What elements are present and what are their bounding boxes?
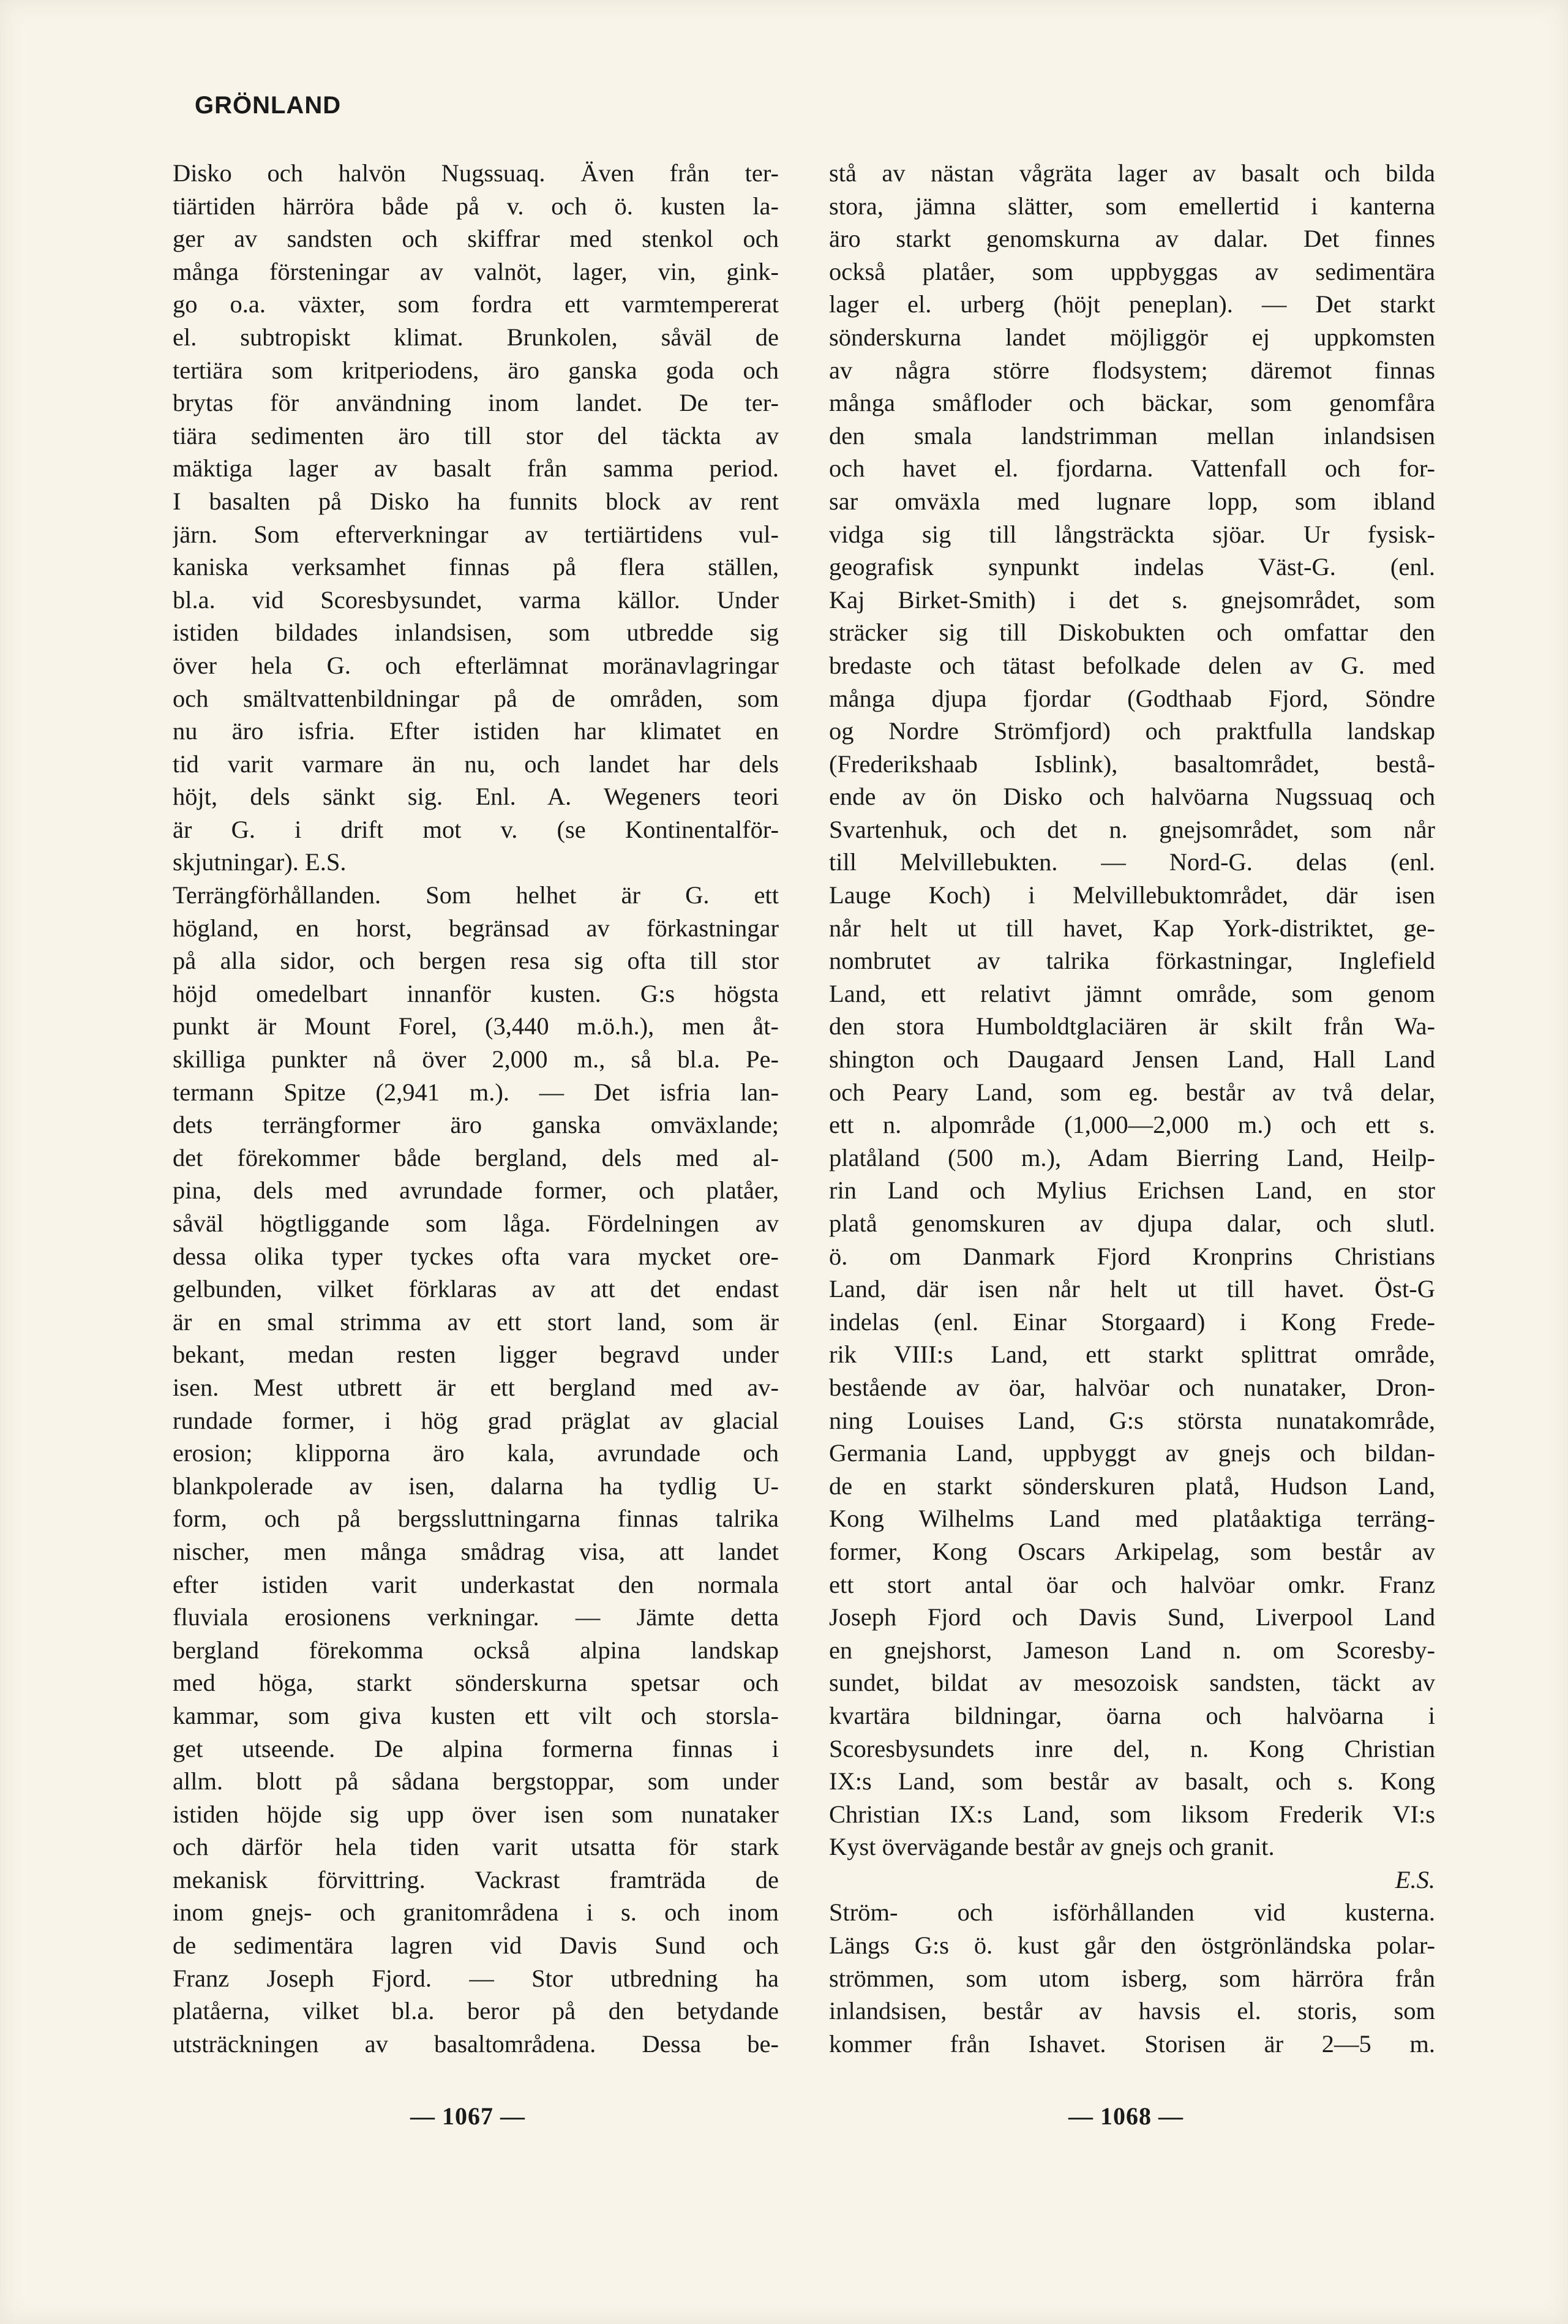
- text-line: indelas (enl. Einar Storgaard) i Kong Frede-: [829, 1307, 1435, 1336]
- running-head: GRÖNLAND: [195, 92, 342, 119]
- text-line: kammar, som giva kusten ett vilt och storsla-: [173, 1701, 779, 1729]
- text-line: punkt är Mount Forel, (3,440 m.ö.h.), men åt-: [173, 1012, 779, 1040]
- text-line: tid varit varmare än nu, och landet har dels: [173, 750, 779, 778]
- text-line: många djupa fjordar (Godthaab Fjord, Söndre: [829, 684, 1435, 712]
- text-line: vidga sig till långsträckta sjöar. Ur fysisk-: [829, 520, 1435, 548]
- text-line: Längs G:s ö. kust går den östgrönländska polar-: [829, 1931, 1435, 1960]
- text-line: blankpolerade av isen, dalarna ha tydlig U-: [173, 1472, 779, 1500]
- text-line: platåerna, vilket bl.a. beror på den betydande: [173, 1997, 779, 2025]
- text-line: inom gnejs- och granitområdena i s. och inom: [173, 1898, 779, 1927]
- text-line: kaniska verksamhet finnas på flera ställen,: [173, 553, 779, 581]
- text-line: ett stort antal öar och halvöar omkr. Franz: [829, 1570, 1435, 1598]
- text-line: den smala landstrimman mellan inlandsisen: [829, 421, 1435, 449]
- left-text-column: [173, 157, 779, 2060]
- text-line: är G. i drift mot v. (se Kontinentalför-: [173, 815, 779, 843]
- text-line: I basalten på Disko ha funnits block av rent: [173, 487, 779, 515]
- text-line: över hela G. och efterlämnat moränavlagringar: [173, 651, 779, 679]
- text-line: också platåer, som uppbyggas av sedimentära: [829, 257, 1435, 285]
- text-line: ger av sandsten och skiffrar med stenkol och: [173, 225, 779, 253]
- text-line: former, Kong Oscars Arkipelag, som består av: [829, 1537, 1435, 1565]
- text-line: och smältvattenbildningar på de områden, som: [173, 684, 779, 712]
- text-line: Germania Land, uppbyggt av gnejs och bildan-: [829, 1439, 1435, 1467]
- text-line: strömmen, som utom isberg, som härröra från: [829, 1964, 1435, 1992]
- text-line: form, och på bergssluttningarna finnas talrika: [173, 1505, 779, 1533]
- text-line: Christian IX:s Land, som liksom Frederik VI:s: [829, 1800, 1435, 1828]
- text-line: äro starkt genomskurna av dalar. Det finnes: [829, 225, 1435, 253]
- text-line: Kong Wilhelms Land med platåaktiga terräng-: [829, 1505, 1435, 1533]
- text-line: sundet, bildat av mesozoisk sandsten, täckt av: [829, 1669, 1435, 1697]
- text-line: (Frederikshaab Isblink), basaltområdet, bestå-: [829, 750, 1435, 778]
- text-line: Franz Joseph Fjord. — Stor utbredning ha: [173, 1964, 779, 1992]
- text-line: og Nordre Strömfjord) och praktfulla landskap: [829, 717, 1435, 745]
- text-line: pina, dels med avrundade former, och platåer,: [173, 1176, 779, 1205]
- text-line: många småfloder och bäckar, som genomfåra: [829, 389, 1435, 417]
- text-line: på alla sidor, och bergen resa sig ofta till stor: [173, 947, 779, 975]
- text-line: stå av nästan vågräta lager av basalt och bilda: [829, 159, 1435, 187]
- text-line: höjd omedelbart innanför kusten. G:s högsta: [173, 979, 779, 1007]
- text-line: platå genomskuren av djupa dalar, och slutl.: [829, 1209, 1435, 1237]
- text-line: många försteningar av valnöt, lager, vin, gink-: [173, 257, 779, 285]
- text-line: Scoresbysundets inre del, n. Kong Christian: [829, 1734, 1435, 1762]
- text-line: nischer, men många smådrag visa, att landet: [173, 1537, 779, 1565]
- text-line: högland, en horst, begränsad av förkastningar: [173, 914, 779, 942]
- text-line: Disko och halvön Nugssuaq. Även från ter-: [173, 159, 779, 187]
- text-line: get utseende. De alpina formerna finnas i: [173, 1734, 779, 1762]
- text-line: istiden bildades inlandsisen, som utbredde sig: [173, 619, 779, 647]
- text-line: mekanisk förvittring. Vackrast framträda de: [173, 1865, 779, 1893]
- text-line: det förekommer både bergland, dels med al-: [173, 1143, 779, 1171]
- text-line: el. subtropiskt klimat. Brunkolen, såväl de: [173, 323, 779, 351]
- page-number-left: — 1067 —: [410, 2102, 525, 2130]
- text-line: geografisk synpunkt indelas Väst-G. (enl.: [829, 553, 1435, 581]
- text-line: sträcker sig till Diskobukten och omfattar den: [829, 619, 1435, 647]
- text-line: når helt ut till havet, Kap York-distriktet, ge-: [829, 914, 1435, 942]
- text-line: Kyst övervägande består av gnejs och granit.: [829, 1833, 1275, 1861]
- text-line: tertiära som kritperiodens, äro ganska goda och: [173, 356, 779, 384]
- text-line: IX:s Land, som består av basalt, och s. Kong: [829, 1767, 1435, 1796]
- text-line: go o.a. växter, som fordra ett varmtempererat: [173, 290, 779, 318]
- text-line: fluviala erosionens verkningar. — Jämte detta: [173, 1603, 779, 1631]
- text-line: Joseph Fjord och Davis Sund, Liverpool Land: [829, 1603, 1435, 1631]
- text-line: höjt, dels sänkt sig. Enl. A. Wegeners teori: [173, 783, 779, 811]
- text-line: shington och Daugaard Jensen Land, Hall Land: [829, 1045, 1435, 1074]
- text-line: såväl högtliggande som låga. Fördelningen av: [173, 1209, 779, 1237]
- text-line: Land, där isen når helt ut till havet. Öst-G: [829, 1275, 1435, 1303]
- text-line: rin Land och Mylius Erichsen Land, en stor: [829, 1176, 1435, 1205]
- text-line: Ström- och isförhållanden vid kusterna.: [829, 1898, 1435, 1927]
- text-line: Svartenhuk, och det n. gnejsområdet, som når: [829, 815, 1435, 843]
- text-line: lager el. urberg (höjt peneplan). — Det starkt: [829, 290, 1435, 318]
- text-line: en gnejshorst, Jameson Land n. om Scoresby-: [829, 1636, 1435, 1664]
- text-line: gelbunden, vilket förklaras av att det endast: [173, 1275, 779, 1303]
- text-line: och Peary Land, som eg. består av två delar,: [829, 1078, 1435, 1106]
- text-line: istiden höjde sig upp över isen som nunataker: [173, 1800, 779, 1828]
- text-line: E.S.: [1395, 1865, 1435, 1893]
- text-line: rik VIII:s Land, ett starkt splittrat område,: [829, 1341, 1435, 1369]
- text-line: kvartära bildningar, öarna och halvöarna i: [829, 1701, 1435, 1729]
- right-text-column: [829, 157, 1435, 2060]
- text-line: dets terrängformer äro ganska omväxlande;: [173, 1111, 779, 1139]
- text-line: skilliga punkter nå över 2,000 m., så bl.a. Pe-: [173, 1045, 779, 1074]
- text-line: kommer från Ishavet. Storisen är 2—5 m.: [829, 2029, 1435, 2058]
- text-line: Terrängförhållanden. Som helhet är G. ett: [173, 881, 779, 909]
- text-line: bestående av öar, halvöar och nunataker, Dron-: [829, 1373, 1435, 1401]
- text-line: de sedimentära lagren vid Davis Sund och: [173, 1931, 779, 1960]
- text-line: med höga, starkt sönderskurna spetsar och: [173, 1669, 779, 1697]
- text-line: järn. Som efterverkningar av tertiärtidens vul-: [173, 520, 779, 548]
- page-number-right: — 1068 —: [1068, 2102, 1184, 2130]
- text-line: inlandsisen, består av havsis el. storis, som: [829, 1997, 1435, 2025]
- text-line: brytas för användning inom landet. De ter-: [173, 389, 779, 417]
- text-line: är en smal strimma av ett stort land, som är: [173, 1307, 779, 1336]
- text-line: allm. blott på sådana bergstoppar, som under: [173, 1767, 779, 1796]
- text-line: rundade former, i hög grad präglat av glacial: [173, 1406, 779, 1434]
- text-line: och därför hela tiden varit utsatta för stark: [173, 1833, 779, 1861]
- text-line: Lauge Koch) i Melvillebuktområdet, där isen: [829, 881, 1435, 909]
- text-line: sar omväxla med lugnare lopp, som ibland: [829, 487, 1435, 515]
- text-line: stora, jämna slätter, som emellertid i kanterna: [829, 192, 1435, 220]
- text-line: dessa olika typer tyckes ofta vara mycket ore-: [173, 1242, 779, 1270]
- text-line: den stora Humboldtglaciären är skilt från Wa-: [829, 1012, 1435, 1040]
- text-line: ning Louises Land, G:s största nunatakområde,: [829, 1406, 1435, 1434]
- text-line: ende av ön Disko och halvöarna Nugssuaq och: [829, 783, 1435, 811]
- text-line: tiära sedimenten äro till stor del täckta av: [173, 421, 779, 449]
- text-line: erosion; klipporna äro kala, avrundade och: [173, 1439, 779, 1467]
- text-line: ett n. alpområde (1,000—2,000 m.) och ett s.: [829, 1111, 1435, 1139]
- text-line: bekant, medan resten ligger begravd under: [173, 1341, 779, 1369]
- text-line: ö. om Danmark Fjord Kronprins Christians: [829, 1242, 1435, 1270]
- text-line: bl.a. vid Scoresbysundet, varma källor. Under: [173, 585, 779, 614]
- text-line: efter istiden varit underkastat den normala: [173, 1570, 779, 1598]
- text-line: Kaj Birket-Smith) i det s. gnejsområdet, som: [829, 585, 1435, 614]
- text-line: tiärtiden härröra både på v. och ö. kusten la-: [173, 192, 779, 220]
- text-line: termann Spitze (2,941 m.). — Det isfria lan-: [173, 1078, 779, 1106]
- text-line: till Melvillebukten. — Nord-G. delas (enl.: [829, 848, 1435, 876]
- text-line: nu äro isfria. Efter istiden har klimatet en: [173, 717, 779, 745]
- text-line: av några större flodsystem; däremot finnas: [829, 356, 1435, 384]
- text-line: sönderskurna landet möjliggör ej uppkomsten: [829, 323, 1435, 351]
- text-line: platåland (500 m.), Adam Bierring Land, Heilp-: [829, 1143, 1435, 1171]
- text-line: nombrutet av talrika förkastningar, Inglefield: [829, 947, 1435, 975]
- text-line: skjutningar). E.S.: [173, 848, 347, 876]
- text-line: och havet el. fjordarna. Vattenfall och for-: [829, 454, 1435, 483]
- text-line: Land, ett relativt jämnt område, som genom: [829, 979, 1435, 1007]
- text-line: de en starkt sönderskuren platå, Hudson Land,: [829, 1472, 1435, 1500]
- text-line: bredaste och tätast befolkade delen av G. med: [829, 651, 1435, 679]
- text-line: isen. Mest utbrett är ett bergland med av-: [173, 1373, 779, 1401]
- text-line: mäktiga lager av basalt från samma period.: [173, 454, 779, 483]
- text-line: utsträckningen av basaltområdena. Dessa be-: [173, 2029, 779, 2058]
- text-line: bergland förekomma också alpina landskap: [173, 1636, 779, 1664]
